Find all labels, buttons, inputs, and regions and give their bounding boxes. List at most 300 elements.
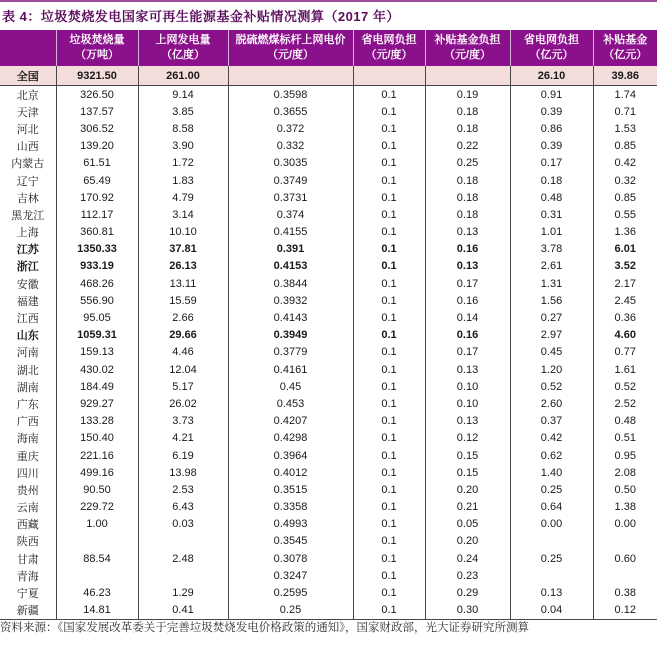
value-cell: 0.1 [353, 275, 425, 292]
value-cell: 0.3598 [228, 86, 353, 104]
value-cell: 26.10 [510, 66, 593, 86]
value-cell [510, 567, 593, 584]
value-cell: 0.1 [353, 189, 425, 206]
value-cell: 0.16 [425, 241, 510, 258]
value-cell: 2.60 [510, 395, 593, 412]
value-cell: 3.78 [510, 241, 593, 258]
value-cell: 4.21 [138, 430, 228, 447]
value-cell: 0.3964 [228, 447, 353, 464]
value-cell: 929.27 [56, 395, 138, 412]
region-cell: 全国 [0, 66, 56, 86]
region-cell: 安徽 [16, 278, 39, 291]
value-cell: 0.1 [353, 584, 425, 601]
column-header-2: 上网发电量 （亿度） [138, 30, 228, 66]
table-row [0, 584, 657, 601]
column-header-1: 垃圾焚烧量 （万吨） [56, 30, 138, 66]
value-cell: 556.90 [56, 292, 138, 309]
table-row [0, 344, 657, 361]
value-cell: 0.1 [353, 378, 425, 395]
value-cell: 0.4143 [228, 309, 353, 326]
value-cell: 1.36 [593, 224, 657, 241]
table-row [0, 533, 657, 550]
value-cell: 6.19 [138, 447, 228, 464]
region-cell: 北京 [16, 89, 39, 102]
value-cell: 1.01 [510, 224, 593, 241]
value-cell: 0.71 [593, 103, 657, 120]
value-cell: 0.55 [593, 206, 657, 223]
region-cell: 海南 [16, 433, 39, 446]
value-cell: 137.57 [56, 103, 138, 120]
value-cell: 0.64 [510, 499, 593, 516]
value-cell: 0.25 [510, 481, 593, 498]
value-cell: 0.13 [425, 224, 510, 241]
value-cell: 0.21 [425, 499, 510, 516]
value-cell: 0.42 [510, 430, 593, 447]
value-cell [593, 567, 657, 584]
column-header-3: 脱硫燃煤标杆上网电价 （元/度） [228, 30, 353, 66]
value-cell: 0.1 [353, 241, 425, 258]
value-cell: 430.02 [56, 361, 138, 378]
value-cell: 37.81 [138, 241, 228, 258]
value-cell [593, 533, 657, 550]
value-cell: 0.10 [425, 395, 510, 412]
value-cell: 0.27 [510, 309, 593, 326]
table-row [0, 378, 657, 395]
region-cell: 吉林 [16, 192, 39, 205]
value-cell: 39.86 [593, 66, 657, 86]
value-cell: 0.38 [593, 584, 657, 601]
value-cell: 0.4993 [228, 516, 353, 533]
region-cell: 甘肃 [16, 553, 39, 566]
value-cell: 0.14 [425, 309, 510, 326]
top-divider-line [0, 0, 657, 2]
value-cell: 26.13 [138, 258, 228, 275]
value-cell: 139.20 [56, 138, 138, 155]
value-cell: 2.97 [510, 327, 593, 344]
table-row [0, 206, 657, 223]
value-cell: 6.01 [593, 241, 657, 258]
region-cell: 贵州 [16, 484, 39, 497]
value-cell: 0.1 [353, 602, 425, 620]
table-row [0, 275, 657, 292]
table-row [0, 430, 657, 447]
region-cell: 浙江 [16, 261, 39, 274]
value-cell: 1.61 [593, 361, 657, 378]
value-cell: 0.3655 [228, 103, 353, 120]
value-cell: 1.72 [138, 155, 228, 172]
value-cell: 3.90 [138, 138, 228, 155]
value-cell: 0.20 [425, 481, 510, 498]
value-cell: 0.48 [510, 189, 593, 206]
value-cell: 2.53 [138, 481, 228, 498]
value-cell: 1.53 [593, 120, 657, 137]
value-cell: 14.81 [56, 602, 138, 620]
region-cell: 云南 [16, 502, 39, 515]
value-cell: 261.00 [138, 66, 228, 86]
value-cell: 0.13 [510, 584, 593, 601]
value-cell: 29.66 [138, 327, 228, 344]
value-cell: 3.14 [138, 206, 228, 223]
value-cell: 2.66 [138, 309, 228, 326]
value-cell [138, 567, 228, 584]
value-cell: 2.17 [593, 275, 657, 292]
value-cell: 0.453 [228, 395, 353, 412]
value-cell: 3.52 [593, 258, 657, 275]
table-row [0, 567, 657, 584]
region-cell: 西藏 [16, 519, 39, 532]
value-cell: 0.1 [353, 464, 425, 481]
value-cell: 0.62 [510, 447, 593, 464]
value-cell: 0.1 [353, 258, 425, 275]
value-cell: 9.14 [138, 86, 228, 104]
value-cell: 0.00 [510, 516, 593, 533]
value-cell [56, 533, 138, 550]
value-cell: 0.32 [593, 172, 657, 189]
table-row [0, 361, 657, 378]
value-cell: 0.50 [593, 481, 657, 498]
table-row [0, 103, 657, 120]
value-cell: 3.73 [138, 413, 228, 430]
value-cell: 1.29 [138, 584, 228, 601]
value-cell: 0.3078 [228, 550, 353, 567]
region-cell: 青海 [16, 570, 39, 583]
value-cell: 1.83 [138, 172, 228, 189]
value-cell: 0.3358 [228, 499, 353, 516]
region-cell: 广东 [16, 398, 39, 411]
value-cell: 0.1 [353, 516, 425, 533]
table-row [0, 499, 657, 516]
source-note: 资料来源：《国家发展改革委关于完善垃圾焚烧发电价格政策的通知》，国家财政部，光大证券研究所测算 [0, 622, 529, 634]
column-header-7: 补贴基金 （亿元） [593, 30, 657, 66]
table-row [0, 464, 657, 481]
value-cell: 499.16 [56, 464, 138, 481]
subsidy-table [0, 30, 657, 620]
value-cell: 0.51 [593, 430, 657, 447]
value-cell: 0.3545 [228, 533, 353, 550]
value-cell: 0.17 [510, 155, 593, 172]
value-cell: 326.50 [56, 86, 138, 104]
column-header-6: 省电网负担 （亿元） [510, 30, 593, 66]
value-cell: 0.85 [593, 189, 657, 206]
value-cell: 9321.50 [56, 66, 138, 86]
table-row [0, 309, 657, 326]
value-cell: 0.00 [593, 516, 657, 533]
region-cell: 陕西 [16, 536, 39, 549]
value-cell: 1.56 [510, 292, 593, 309]
value-cell: 0.1 [353, 533, 425, 550]
value-cell: 0.391 [228, 241, 353, 258]
value-cell: 0.15 [425, 464, 510, 481]
value-cell: 0.24 [425, 550, 510, 567]
value-cell: 13.98 [138, 464, 228, 481]
value-cell: 229.72 [56, 499, 138, 516]
value-cell: 0.1 [353, 361, 425, 378]
value-cell: 4.46 [138, 344, 228, 361]
column-header-0 [0, 30, 56, 66]
value-cell: 0.23 [425, 567, 510, 584]
value-cell [228, 66, 353, 86]
value-cell: 0.48 [593, 413, 657, 430]
value-cell: 4.60 [593, 327, 657, 344]
value-cell: 1.40 [510, 464, 593, 481]
region-cell: 山东 [16, 330, 39, 343]
value-cell: 159.13 [56, 344, 138, 361]
value-cell: 1.38 [593, 499, 657, 516]
value-cell: 1059.31 [56, 327, 138, 344]
value-cell: 0.20 [425, 533, 510, 550]
value-cell: 0.4207 [228, 413, 353, 430]
table-row [0, 224, 657, 241]
value-cell: 0.374 [228, 206, 353, 223]
value-cell: 12.04 [138, 361, 228, 378]
value-cell: 0.25 [228, 602, 353, 620]
value-cell: 170.92 [56, 189, 138, 206]
value-cell: 0.15 [425, 447, 510, 464]
value-cell: 13.11 [138, 275, 228, 292]
value-cell: 0.3035 [228, 155, 353, 172]
value-cell: 0.1 [353, 138, 425, 155]
value-cell: 0.91 [510, 86, 593, 104]
value-cell: 0.05 [425, 516, 510, 533]
table-row [0, 66, 657, 86]
value-cell: 2.52 [593, 395, 657, 412]
value-cell: 133.28 [56, 413, 138, 430]
region-cell: 宁夏 [16, 588, 39, 601]
value-cell: 65.49 [56, 172, 138, 189]
table-row [0, 395, 657, 412]
value-cell: 0.03 [138, 516, 228, 533]
table-row [0, 550, 657, 567]
value-cell: 0.1 [353, 172, 425, 189]
table-row [0, 413, 657, 430]
value-cell: 15.59 [138, 292, 228, 309]
value-cell [353, 66, 425, 86]
value-cell: 0.4155 [228, 224, 353, 241]
table-body [0, 66, 657, 619]
value-cell: 6.43 [138, 499, 228, 516]
value-cell: 0.13 [425, 413, 510, 430]
value-cell: 0.1 [353, 567, 425, 584]
value-cell: 0.1 [353, 327, 425, 344]
value-cell: 0.52 [510, 378, 593, 395]
value-cell: 1350.33 [56, 241, 138, 258]
value-cell: 933.19 [56, 258, 138, 275]
value-cell: 0.3949 [228, 327, 353, 344]
value-cell: 0.19 [425, 86, 510, 104]
value-cell: 0.2595 [228, 584, 353, 601]
value-cell: 0.18 [425, 103, 510, 120]
region-cell: 四川 [16, 467, 39, 480]
value-cell: 0.332 [228, 138, 353, 155]
value-cell [138, 533, 228, 550]
value-cell: 221.16 [56, 447, 138, 464]
value-cell: 0.3749 [228, 172, 353, 189]
value-cell: 0.36 [593, 309, 657, 326]
value-cell: 0.12 [425, 430, 510, 447]
table-row [0, 138, 657, 155]
value-cell: 0.1 [353, 481, 425, 498]
value-cell: 1.74 [593, 86, 657, 104]
region-cell: 山西 [16, 141, 39, 154]
value-cell: 0.1 [353, 395, 425, 412]
value-cell: 0.29 [425, 584, 510, 601]
value-cell: 360.81 [56, 224, 138, 241]
value-cell: 10.10 [138, 224, 228, 241]
region-cell: 湖南 [16, 381, 39, 394]
table-row [0, 292, 657, 309]
value-cell: 0.16 [425, 292, 510, 309]
value-cell: 0.3247 [228, 567, 353, 584]
region-cell: 辽宁 [16, 175, 39, 188]
value-cell: 0.25 [510, 550, 593, 567]
value-cell: 3.85 [138, 103, 228, 120]
value-cell: 0.3731 [228, 189, 353, 206]
value-cell: 0.3779 [228, 344, 353, 361]
region-cell: 重庆 [16, 450, 39, 463]
value-cell: 90.50 [56, 481, 138, 498]
value-cell: 0.45 [510, 344, 593, 361]
value-cell: 0.1 [353, 499, 425, 516]
value-cell: 26.02 [138, 395, 228, 412]
value-cell: 4.79 [138, 189, 228, 206]
value-cell: 0.4012 [228, 464, 353, 481]
region-cell: 江西 [16, 313, 39, 326]
value-cell: 150.40 [56, 430, 138, 447]
value-cell: 0.1 [353, 447, 425, 464]
value-cell: 0.4153 [228, 258, 353, 275]
table-row [0, 155, 657, 172]
region-cell: 黑龙江 [11, 209, 45, 222]
value-cell: 306.52 [56, 120, 138, 137]
table-row [0, 241, 657, 258]
value-cell: 5.17 [138, 378, 228, 395]
value-cell: 0.1 [353, 413, 425, 430]
region-cell: 福建 [16, 295, 39, 308]
value-cell: 2.48 [138, 550, 228, 567]
value-cell: 0.18 [425, 120, 510, 137]
table-row [0, 602, 657, 620]
table-row [0, 120, 657, 137]
value-cell: 0.372 [228, 120, 353, 137]
value-cell: 0.1 [353, 120, 425, 137]
table-row [0, 86, 657, 104]
value-cell [425, 66, 510, 86]
table-row [0, 327, 657, 344]
value-cell: 112.17 [56, 206, 138, 223]
region-cell: 内蒙古 [11, 158, 45, 171]
region-cell: 上海 [16, 227, 39, 240]
value-cell: 0.04 [510, 602, 593, 620]
value-cell: 0.18 [425, 172, 510, 189]
column-header-4: 省电网负担 （元/度） [353, 30, 425, 66]
value-cell: 2.45 [593, 292, 657, 309]
value-cell: 0.86 [510, 120, 593, 137]
value-cell: 0.77 [593, 344, 657, 361]
table-header-row [0, 30, 657, 66]
region-cell: 天津 [16, 106, 39, 119]
value-cell: 0.1 [353, 86, 425, 104]
region-cell: 江苏 [16, 244, 39, 257]
value-cell: 0.12 [593, 602, 657, 620]
region-cell: 新疆 [0, 602, 56, 620]
value-cell: 0.4161 [228, 361, 353, 378]
value-cell: 0.13 [425, 361, 510, 378]
value-cell: 0.1 [353, 344, 425, 361]
value-cell: 1.00 [56, 516, 138, 533]
value-cell: 0.3844 [228, 275, 353, 292]
value-cell: 61.51 [56, 155, 138, 172]
value-cell: 0.41 [138, 602, 228, 620]
value-cell: 0.1 [353, 103, 425, 120]
value-cell: 0.37 [510, 413, 593, 430]
value-cell: 0.1 [353, 292, 425, 309]
value-cell: 0.22 [425, 138, 510, 155]
value-cell: 0.1 [353, 430, 425, 447]
value-cell: 0.60 [593, 550, 657, 567]
table-title: 表 4：垃圾焚烧发电国家可再生能源基金补贴情况测算（2017 年） [2, 9, 400, 24]
value-cell: 468.26 [56, 275, 138, 292]
value-cell: 0.25 [425, 155, 510, 172]
table-row [0, 481, 657, 498]
value-cell: 0.18 [510, 172, 593, 189]
value-cell: 8.58 [138, 120, 228, 137]
value-cell: 0.95 [593, 447, 657, 464]
value-cell: 0.18 [425, 189, 510, 206]
value-cell: 0.39 [510, 138, 593, 155]
value-cell: 0.1 [353, 550, 425, 567]
value-cell: 0.52 [593, 378, 657, 395]
value-cell: 1.20 [510, 361, 593, 378]
value-cell: 1.31 [510, 275, 593, 292]
value-cell: 0.17 [425, 275, 510, 292]
value-cell: 0.13 [425, 258, 510, 275]
value-cell: 2.08 [593, 464, 657, 481]
table-row [0, 172, 657, 189]
value-cell: 0.1 [353, 206, 425, 223]
value-cell: 0.3515 [228, 481, 353, 498]
table-row [0, 189, 657, 206]
region-cell: 广西 [16, 416, 39, 429]
value-cell: 0.39 [510, 103, 593, 120]
region-cell: 湖北 [16, 364, 39, 377]
value-cell: 0.85 [593, 138, 657, 155]
value-cell: 46.23 [56, 584, 138, 601]
value-cell: 0.16 [425, 327, 510, 344]
value-cell: 0.31 [510, 206, 593, 223]
value-cell: 0.1 [353, 155, 425, 172]
region-cell: 河北 [16, 123, 39, 136]
value-cell: 0.17 [425, 344, 510, 361]
table-row [0, 516, 657, 533]
value-cell [510, 533, 593, 550]
value-cell: 2.61 [510, 258, 593, 275]
table-row [0, 447, 657, 464]
table-row [0, 258, 657, 275]
value-cell: 95.05 [56, 309, 138, 326]
value-cell: 0.45 [228, 378, 353, 395]
value-cell: 184.49 [56, 378, 138, 395]
value-cell: 0.18 [425, 206, 510, 223]
value-cell: 0.4298 [228, 430, 353, 447]
value-cell: 88.54 [56, 550, 138, 567]
value-cell: 0.1 [353, 309, 425, 326]
value-cell [56, 567, 138, 584]
column-header-5: 补贴基金负担 （元/度） [425, 30, 510, 66]
value-cell: 0.3932 [228, 292, 353, 309]
value-cell: 0.30 [425, 602, 510, 620]
value-cell: 0.42 [593, 155, 657, 172]
value-cell: 0.1 [353, 224, 425, 241]
